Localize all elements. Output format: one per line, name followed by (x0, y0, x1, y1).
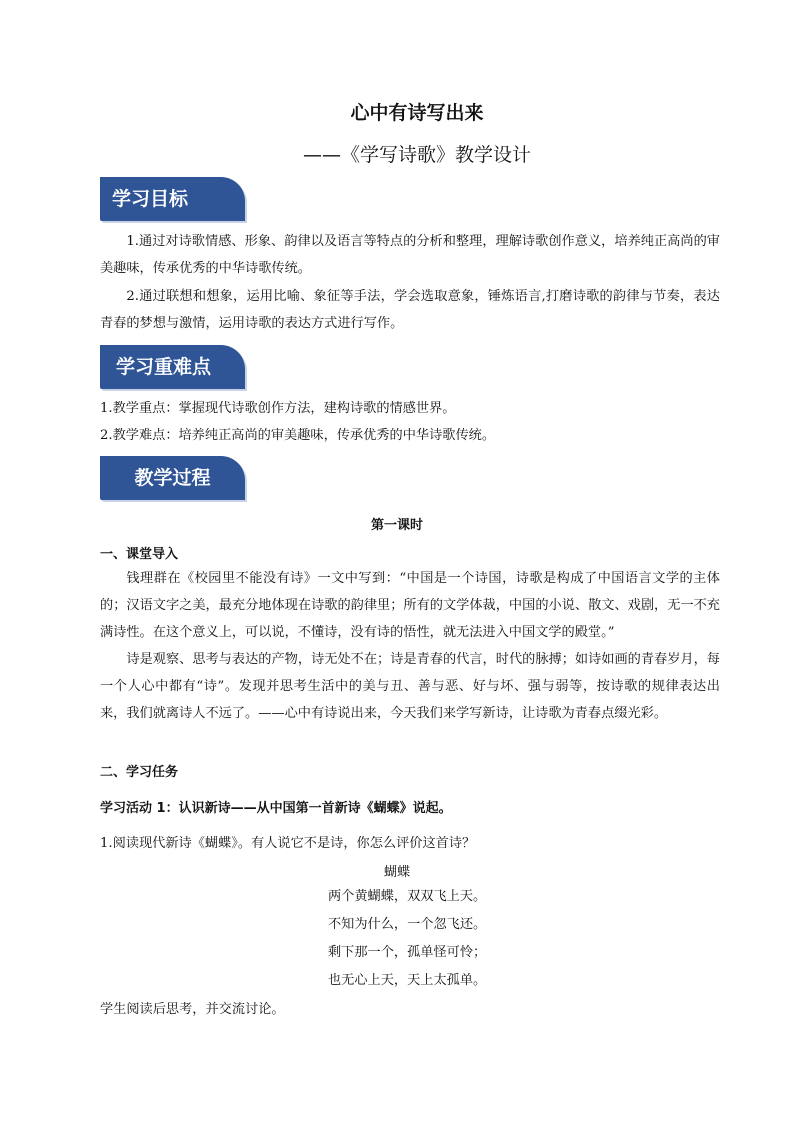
activity-1-heading: 学习活动 1：认识新诗——从中国第一首新诗《蝴蝶》说起。 (100, 801, 452, 816)
poem-line-3: 剩下那一个，孤单怪可怜； (328, 945, 487, 960)
goal-item-2: 2.通过联想和想象，运用比喻、象征等手法，学会选取意象，锤炼语言,打磨诗歌的韵律与节奏，表达青春的梦想与激情，运用诗歌的表达方式进行写作。 (100, 289, 720, 331)
goal-item-1: 1.通过对诗歌情感、形象、韵律以及语言等特点的分析和整理，理解诗歌创作意义，培养纯正高尚的审美趣味，传承优秀的中华诗歌传统。 (100, 234, 720, 276)
part1-heading: 一、课堂导入 (100, 547, 179, 562)
poem-line-1: 两个黄蝴蝶，双双飞上天。 (328, 889, 487, 904)
poem-line-4: 也无心上天，天上太孤单。 (328, 973, 487, 988)
part1-paragraph-2: 诗是观察、思考与表达的产物，诗无处不在；诗是青春的代言，时代的脉搏；如诗如画的青春岁月，每一个人心中都有“诗”。发现并思考生活中的美与丑、善与恶、好与坏、强与弱等，按诗歌的规律表达出来，我们就离诗人不远了。——心中有诗说出来，今天我们来学写新诗，让诗歌为青春点缀光彩。 (100, 652, 720, 721)
poem-line-2: 不知为什么，一个忽飞还。 (328, 917, 487, 932)
part1-paragraph-1: 钱理群在《校园里不能没有诗》一文中写到：“中国是一个诗国，诗歌是构成了中国语言文学的主体的；汉语文字之美，最充分地体现在诗歌的韵律里；所有的文学体裁，中国的小说、散文、戏剧，无一不充满诗性。在这个意义上，可以说，不懂诗，没有诗的悟性，就无法进入中国文学的殿堂。” (100, 571, 720, 640)
document-subtitle: ——《学写诗歌》教学设计 (302, 144, 531, 166)
closing-note: 学生阅读后思考，并交流讨论。 (100, 1002, 285, 1017)
key-point-1: 1.教学重点：掌握现代诗歌创作方法，建构诗歌的情感世界。 (100, 401, 456, 416)
poem-title: 蝴蝶 (383, 865, 411, 880)
section-badge-process: 教学过程 (100, 456, 245, 500)
task-1: 1.阅读现代新诗《蝴蝶》。有人说它不是诗，你怎么评价这首诗？ (100, 836, 476, 851)
section-badge-key-points: 学习重难点 (100, 345, 245, 389)
part2-heading: 二、学习任务 (100, 765, 179, 780)
lesson-title: 第一课时 (370, 518, 423, 533)
document-title: 心中有诗写出来 (350, 102, 484, 124)
key-point-2: 2.教学难点：培养纯正高尚的审美趣味，传承优秀的中华诗歌传统。 (100, 428, 496, 443)
section-badge-goals: 学习目标 (100, 177, 245, 221)
